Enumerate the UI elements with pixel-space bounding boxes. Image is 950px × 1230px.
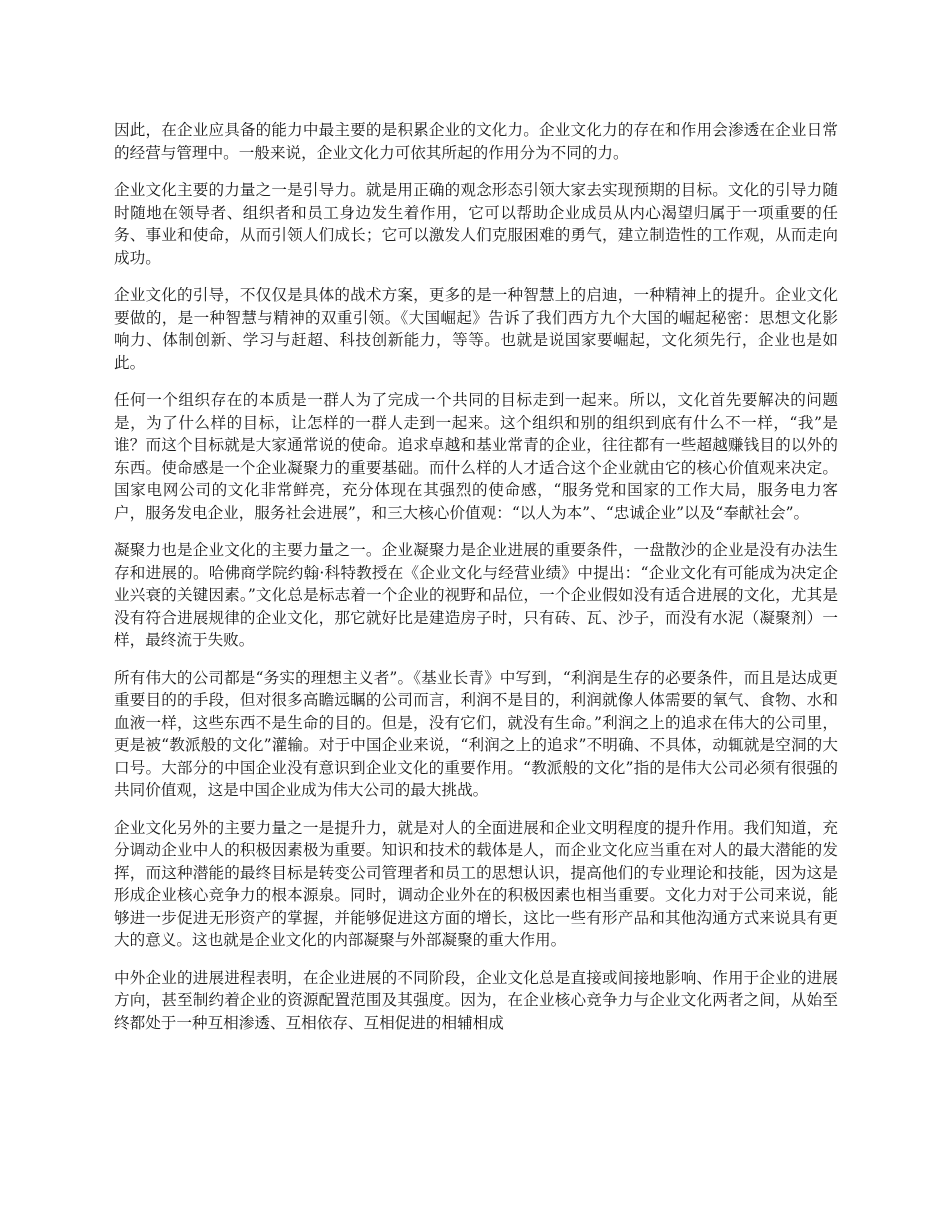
paragraph-6: 所有伟大的公司都是“务实的理想主义者”。《基业长青》中写到，“利润是生存的必要条件，而且是达成更重要目的的手段，但对很多高瞻远瞩的公司而言，利润不是目的，利润就像人体需要的氧气、食物、水和血液一样，这些东西不是生命的目的。但是，没有它们，就没有生命。”利润之上的追求在伟大的公司里，更是被“教派般的文化”灌输。对于中国企业来说，“利润之上的追求”不明确、不具体，动辄就是空洞的大口号。大部分的中国企业没有意识到企业文化的重要作用。“教派般的文化”指的是伟大公司必须有很强的共同价值观，这是中国企业成为伟大公司的最大挑战。 — [114, 668, 838, 799]
paragraph-2: 企业文化主要的力量之一是引导力。就是用正确的观念形态引领大家去实现预期的目标。文化的引导力随时随地在领导者、组织者和员工身边发生着作用，它可以帮助企业成员从内心渴望归属于一项重要的任务、事业和使命，从而引领人们成长；它可以激发人们克服困难的勇气，建立制造性的工作观，从而走向成功。 — [114, 181, 838, 267]
paragraph-7: 企业文化另外的主要力量之一是提升力，就是对人的全面进展和企业文明程度的提升作用。我们知道，充分调动企业中人的积极因素极为重要。知识和技术的载体是人，而企业文化应当重在对人的最大潜能的发挥，而这种潜能的最终目标是转变公司管理者和员工的思想认识，提高他们的专业理论和技能，因为这是形成企业核心竞争力的根本源泉。同时，调动企业外在的积极因素也相当重要。文化力对于公司来说，能够进一步促进无形资产的掌握，并能够促进这方面的增长，这比一些有形产品和其他沟通方式来说具有更大的意义。这也就是企业文化的内部凝聚与外部凝聚的重大作用。 — [114, 818, 838, 949]
paragraph-1: 因此，在企业应具备的能力中最主要的是积累企业的文化力。企业文化力的存在和作用会渗透在企业日常的经营与管理中。一般来说，企业文化力可依其所起的作用分为不同的力。 — [114, 121, 838, 162]
paragraph-3: 企业文化的引导，不仅仅是具体的战术方案，更多的是一种智慧上的启迪，一种精神上的提升。企业文化要做的，是一种智慧与精神的双重引领。《大国崛起》告诉了我们西方九个大国的崛起秘密：思想文化影响力、体制创新、学习与赶超、科技创新能力，等等。也就是说国家要崛起，文化须先行，企业也是如此。 — [114, 286, 838, 372]
paragraph-5: 凝聚力也是企业文化的主要力量之一。企业凝聚力是企业进展的重要条件，一盘散沙的企业是没有办法生存和进展的。哈佛商学院约翰·科特教授在《企业文化与经营业绩》中提出：“企业文化有可能成为决定企业兴衰的关键因素。”文化总是标志着一个企业的视野和品位，一个企业假如没有适合进展的文化，尤其是没有符合进展规律的企业文化，那它就好比是建造房子时，只有砖、瓦、沙子，而没有水泥（凝聚剂）一样，最终流于失败。 — [114, 541, 838, 649]
document-page — [114, 119, 838, 1049]
paragraph-4: 任何一个组织存在的本质是一群人为了完成一个共同的目标走到一起来。所以，文化首先要解决的问题是，为了什么样的目标，让怎样的一群人走到一起来。这个组织和别的组织到底有什么不一样，“我”是谁？而这个目标就是大家通常说的使命。追求卓越和基业常青的企业，往往都有一些超越赚钱目的以外的东西。使命感是一个企业凝聚力的重要基础。而什么样的人才适合这个企业就由它的核心价值观来决定。国家电网公司的文化非常鲜亮，充分体现在其强烈的使命感，“服务党和国家的工作大局，服务电力客户，服务发电企业，服务社会进展”，和三大核心价值观：“以人为本”、“忠诚企业”以及“奉献社会”。 — [114, 391, 838, 522]
paragraph-8: 中外企业的进展进程表明，在企业进展的不同阶段，企业文化总是直接或间接地影响、作用于企业的进展方向，甚至制约着企业的资源配置范围及其强度。因为，在企业核心竞争力与企业文化两者之间，从始至终都处于一种互相渗透、互相依存、互相促进的相辅相成 — [114, 968, 838, 1032]
